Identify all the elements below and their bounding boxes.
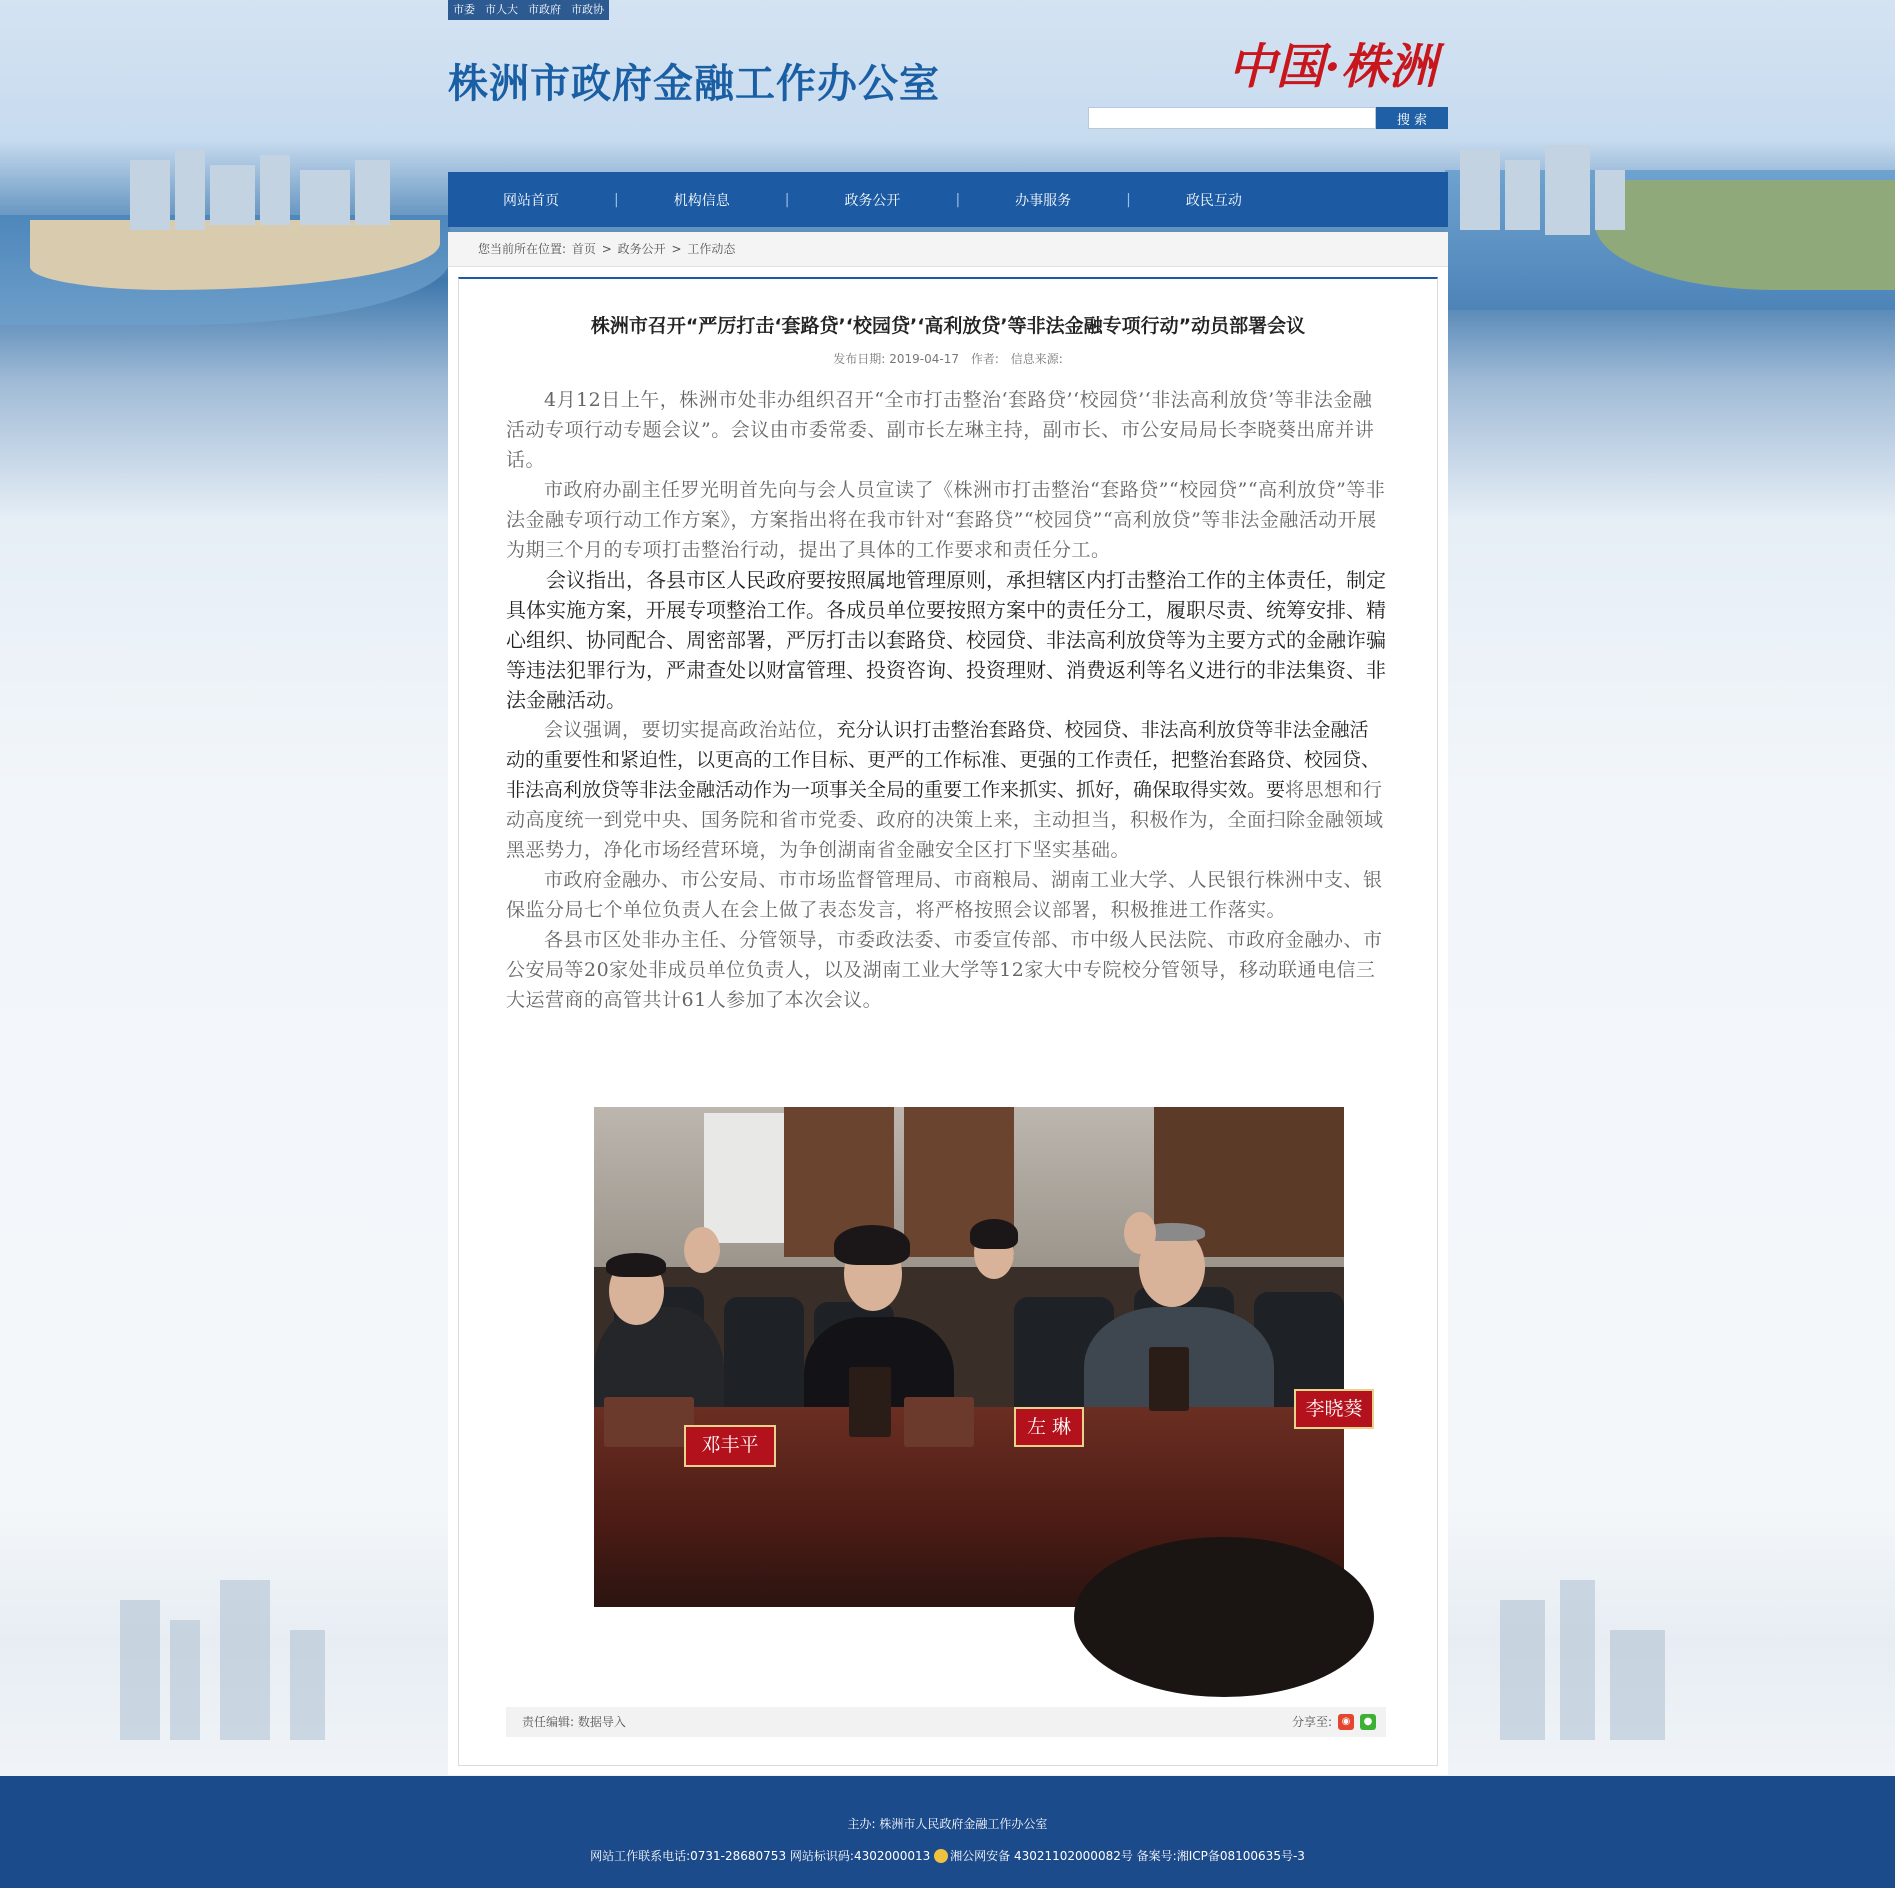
- police-record[interactable]: 湘公网安备 43021102000082号: [950, 1849, 1133, 1863]
- site-code: 4302000013: [853, 1849, 931, 1863]
- source-label: 信息来源:: [1010, 352, 1063, 366]
- nav-separator: |: [955, 191, 961, 208]
- breadcrumb-sep: >: [601, 242, 612, 256]
- nav-item-organization[interactable]: 机构信息: [673, 192, 730, 209]
- host-label: 主办:: [847, 1817, 876, 1831]
- search-button[interactable]: 搜 索: [1376, 107, 1448, 129]
- site-footer: [0, 1776, 1895, 1888]
- breadcrumb-home[interactable]: 首页: [571, 242, 596, 256]
- editor-label: 责任编辑:: [522, 1715, 575, 1729]
- paragraph-5: 市政府金融办、市公安局、市市场监督管理局、市商粮局、湖南工业大学、人民银行株洲中支、银保监分局七个单位负责人在会上做了表态发言，将严格按照会议部署，积极推进工作落实。: [506, 869, 1383, 921]
- breadcrumb-label: 您当前所在位置:: [478, 242, 567, 256]
- police-badge-icon: [934, 1849, 948, 1863]
- article-body: [506, 385, 1386, 1015]
- topbar-link-congress[interactable]: 市人大: [480, 0, 523, 20]
- paragraph-4-part-c: 将思想和行动高度统一到党中央、国务院和省市党委、政府的决策上来，主动担当，积极作为，全面扫除金融领域黑恶势力，净化市场经营环境，为争创湖南省金融安全区打下坚实基础。: [506, 779, 1384, 861]
- share-label: 分享至:: [1291, 1715, 1332, 1729]
- paragraph-4-part-a: 会议强调，要切实提高政治站位，: [544, 719, 837, 741]
- nameplate-deng: 邓丰平: [684, 1425, 776, 1467]
- nameplate-zuo: 左 琳: [1014, 1407, 1084, 1447]
- search-input[interactable]: [1088, 107, 1376, 129]
- author-label: 作者:: [970, 352, 999, 366]
- weibo-icon[interactable]: ◉: [1338, 1714, 1354, 1730]
- paragraph-1: 4月12日上午，株洲市处非办组织召开“全市打击整治‘套路贷’‘校园贷’‘非法高利放贷’等非法金融活动专项行动专题会议”。会议由市委常委、副市长左琳主持，副市长、市公安局局长李晓葵出席并讲话。: [506, 389, 1375, 471]
- main-content: [448, 267, 1448, 1775]
- nav-item-home[interactable]: 网站首页: [503, 192, 559, 209]
- breadcrumb-open-affairs[interactable]: 政务公开: [617, 242, 666, 256]
- topbar-link-government[interactable]: 市政府: [523, 0, 566, 20]
- phone: 0731-28680753: [690, 1849, 787, 1863]
- nameplate-li: 李晓葵: [1294, 1389, 1374, 1429]
- icp-label: 备案号:: [1136, 1849, 1177, 1863]
- main-nav: [448, 172, 1448, 227]
- topbar-link-cppcc[interactable]: 市政协: [566, 0, 609, 20]
- date-label: 发布日期:: [833, 352, 886, 366]
- china-zhuzhou-logo: 中国·株洲: [1228, 39, 1437, 95]
- paragraph-4: [506, 715, 1386, 865]
- publish-date: 2019-04-17: [889, 352, 960, 366]
- paragraph-2: 市政府办副主任罗光明首先向与会人员宣读了《株洲市打击整治“套路贷”“校园贷”“高利放贷”等非法金融专项行动工作方案》，方案指出将在我市针对“套路贷”“校园贷”“高利放贷”等非法金融活动开展为期三个月的专项打击整治行动，提出了具体的工作要求和责任分工。: [506, 479, 1386, 561]
- breadcrumb: [448, 232, 1448, 267]
- top-links-bar: [448, 0, 1448, 20]
- search-box: [1088, 107, 1448, 129]
- breadcrumb-work-news[interactable]: 工作动态: [687, 242, 736, 256]
- nav-separator: |: [1126, 191, 1131, 208]
- editor-name: 数据导入: [577, 1715, 626, 1729]
- site-title: 株洲市政府金融工作办公室: [448, 61, 940, 107]
- wechat-icon[interactable]: ●: [1360, 1714, 1376, 1730]
- site-code-label: 网站标识码:: [789, 1849, 854, 1863]
- article-footer-bar: [506, 1707, 1386, 1737]
- footer-host-line: [0, 1815, 1895, 1832]
- paragraph-6: 各县市区处非办主任、分管领导，市委政法委、市委宣传部、市中级人民法院、市政府金融办、市公安局等20家处非成员单位负责人，以及湖南工业大学等12家大中专院校分管领导，移动联通电信三大运营商的高管共计61人参加了本次会议。: [506, 929, 1383, 1011]
- article-meta: [448, 350, 1448, 367]
- breadcrumb-sep: >: [671, 242, 682, 256]
- phone-label: 网站工作联系电话:: [590, 1849, 691, 1863]
- nav-item-interaction[interactable]: 政民互动: [1185, 192, 1242, 209]
- icp-record[interactable]: 湘ICP备08100635号-3: [1176, 1849, 1305, 1863]
- footer-info-line: [0, 1847, 1895, 1864]
- meeting-photo: [594, 1107, 1363, 1607]
- paragraph-3: 会议指出，各县市区人民政府要按照属地管理原则，承担辖区内打击整治工作的主体责任，制定具体实施方案，开展专项整治工作。各成员单位要按照方案中的责任分工，履职尽责、统筹安排、精心组织、协同配合、周密部署，严厉打击以套路贷、校园贷、非法高利放贷等为主要方式的金融诈骗等违法犯罪行为，严肃查处以财富管理、投资咨询、投资理财、消费返利等名义进行的非法集资、非法金融活动。: [506, 568, 1386, 712]
- nav-separator: |: [784, 191, 790, 208]
- paragraph-4-part-b: 充分认识打击整治套路贷、校园贷、非法高利放贷等非法金融活动的重要性和紧迫性，以更高的工作目标、更严的工作标准、更强的工作责任，把整治套路贷、校园贷、非法高利放贷等非法金融活动作为一项事关全局的重要工作来抓实、抓好，确保取得实效。要: [506, 719, 1381, 801]
- article-title: 株洲市召开“严厉打击‘套路贷’‘校园贷’‘高利放贷’等非法金融专项行动”动员部署会议: [590, 315, 1306, 337]
- share-group: [1292, 1707, 1376, 1737]
- host-name: 株洲市人民政府金融工作办公室: [879, 1817, 1048, 1831]
- nav-item-open-affairs[interactable]: 政务公开: [844, 192, 901, 209]
- nav-separator: |: [614, 191, 619, 208]
- nav-item-services[interactable]: 办事服务: [1015, 192, 1072, 209]
- topbar-link-party[interactable]: 市委: [448, 0, 480, 20]
